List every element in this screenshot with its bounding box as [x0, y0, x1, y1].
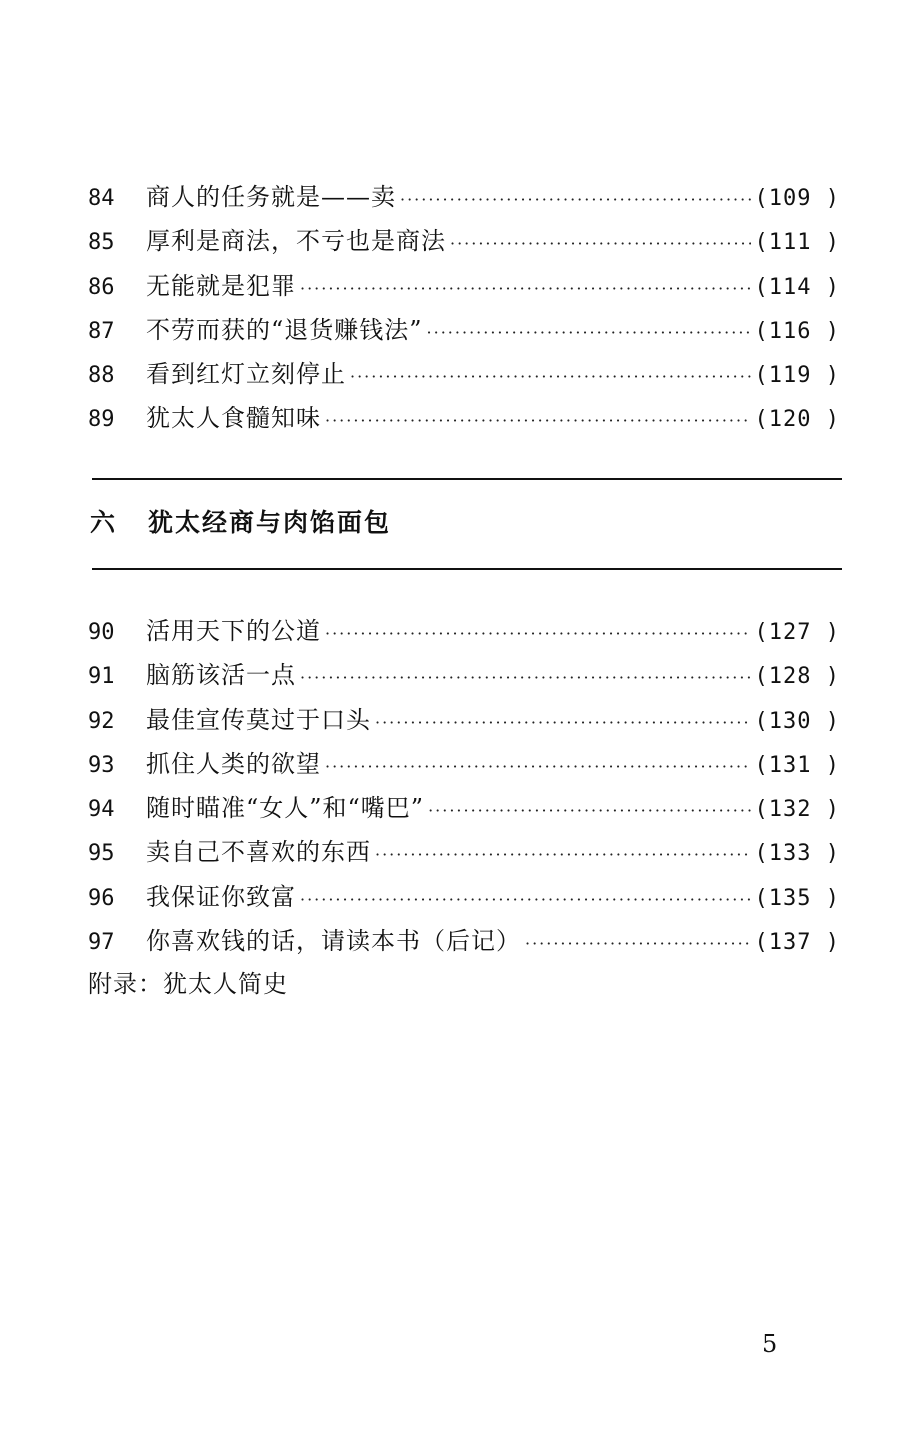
dot-leader: [375, 833, 751, 877]
toc-entry: [88, 875, 840, 919]
dot-leader: [375, 701, 751, 745]
toc-entry-number: 84: [88, 186, 115, 211]
toc-entry-page: (135 ): [754, 885, 840, 911]
toc-entry-number: 96: [88, 885, 115, 911]
toc-entry: [88, 264, 840, 308]
toc-entry-title: 活用天下的公道: [146, 617, 321, 645]
dot-leader: [300, 656, 751, 700]
toc-entry-page: (114 ): [754, 274, 840, 300]
toc-entry-page: (120 ): [754, 407, 840, 433]
toc-entry-page: (130 ): [754, 708, 840, 734]
dot-leader: [427, 311, 751, 355]
toc-entry: [88, 308, 840, 352]
page-number: 5: [762, 1330, 778, 1358]
toc-entry: [88, 396, 840, 440]
toc-entry-title: 抓住人类的欲望: [146, 749, 321, 778]
toc-entry-title: 不劳而获的“退货赚钱法”: [146, 315, 423, 344]
toc-entry-page: (132 ): [754, 797, 840, 823]
toc-entry-number: 89: [88, 407, 115, 433]
dot-leader: [450, 222, 751, 266]
toc-entry-page: (133 ): [754, 841, 840, 867]
toc-entry-title: 卖自己不喜欢的东西: [146, 838, 371, 867]
toc-list-chapter-5: [88, 175, 840, 441]
toc-entry-title: 我保证你致富: [146, 882, 296, 911]
toc-entry-page: (116 ): [754, 318, 840, 344]
dot-leader: [325, 745, 751, 789]
section-title: 犹太经商与肉馅面包: [148, 508, 392, 537]
dot-leader: [325, 612, 751, 656]
toc-entry-page: (111 ): [754, 230, 840, 256]
toc-entry-title: 你喜欢钱的话，请读本书（后记）: [146, 927, 521, 956]
dot-leader: [428, 789, 750, 833]
toc-entry-number: 87: [88, 318, 115, 344]
toc-entry-number: 88: [88, 363, 115, 389]
toc-entry: [88, 786, 840, 830]
appendix-entry: 附录：犹太人简史: [88, 970, 288, 998]
section-heading: [90, 503, 391, 539]
toc-list-chapter-6: [88, 609, 840, 963]
toc-entry: [88, 219, 840, 263]
toc-entry-number: 86: [88, 274, 115, 300]
toc-entry-page: (119 ): [754, 363, 840, 389]
toc-entry-page: (127 ): [754, 620, 840, 645]
dot-leader: [350, 355, 751, 399]
section-rule-top: [92, 478, 842, 480]
toc-entry-title: 无能就是犯罪: [146, 271, 296, 300]
toc-entry-page: (131 ): [754, 752, 840, 778]
toc-entry: [88, 742, 840, 786]
toc-entry-title: 看到红灯立刻停止: [146, 360, 346, 389]
toc-entry-number: 95: [88, 841, 115, 867]
section-rule-bottom: [92, 568, 842, 570]
toc-entry-number: 97: [88, 930, 115, 956]
toc-entry-number: 92: [88, 708, 115, 734]
toc-entry: [88, 175, 840, 219]
toc-entry: [88, 609, 840, 653]
toc-entry-title: 脑筋该活一点: [146, 661, 296, 690]
section-number: 六: [90, 508, 118, 537]
toc-entry-page: (109 ): [754, 186, 840, 211]
toc-entry-title: 商人的任务就是——卖: [146, 183, 396, 211]
toc-entry: [88, 653, 840, 697]
toc-entry-title: 犹太人食髓知味: [146, 404, 321, 433]
toc-entry: [88, 698, 840, 742]
toc-entry-number: 91: [88, 664, 115, 690]
toc-entry: [88, 830, 840, 874]
toc-entry-page: (137 ): [754, 930, 840, 956]
toc-entry-number: 85: [88, 230, 115, 256]
toc-entry-title: 厚利是商法，不亏也是商法: [146, 227, 446, 256]
toc-entry-number: 94: [88, 797, 115, 823]
dot-leader: [525, 922, 751, 966]
toc-entry-number: 90: [88, 620, 115, 645]
toc-entry-title: 最佳宣传莫过于口头: [146, 705, 371, 734]
toc-entry-page: (128 ): [754, 664, 840, 690]
toc-entry-title: 随时瞄准“女人”和“嘴巴”: [146, 794, 425, 823]
dot-leader: [300, 267, 751, 311]
toc-entry-number: 93: [88, 752, 115, 778]
toc-entry: [88, 919, 840, 963]
dot-leader: [400, 178, 751, 222]
toc-entry: [88, 352, 840, 396]
dot-leader: [325, 399, 751, 443]
dot-leader: [300, 878, 751, 922]
